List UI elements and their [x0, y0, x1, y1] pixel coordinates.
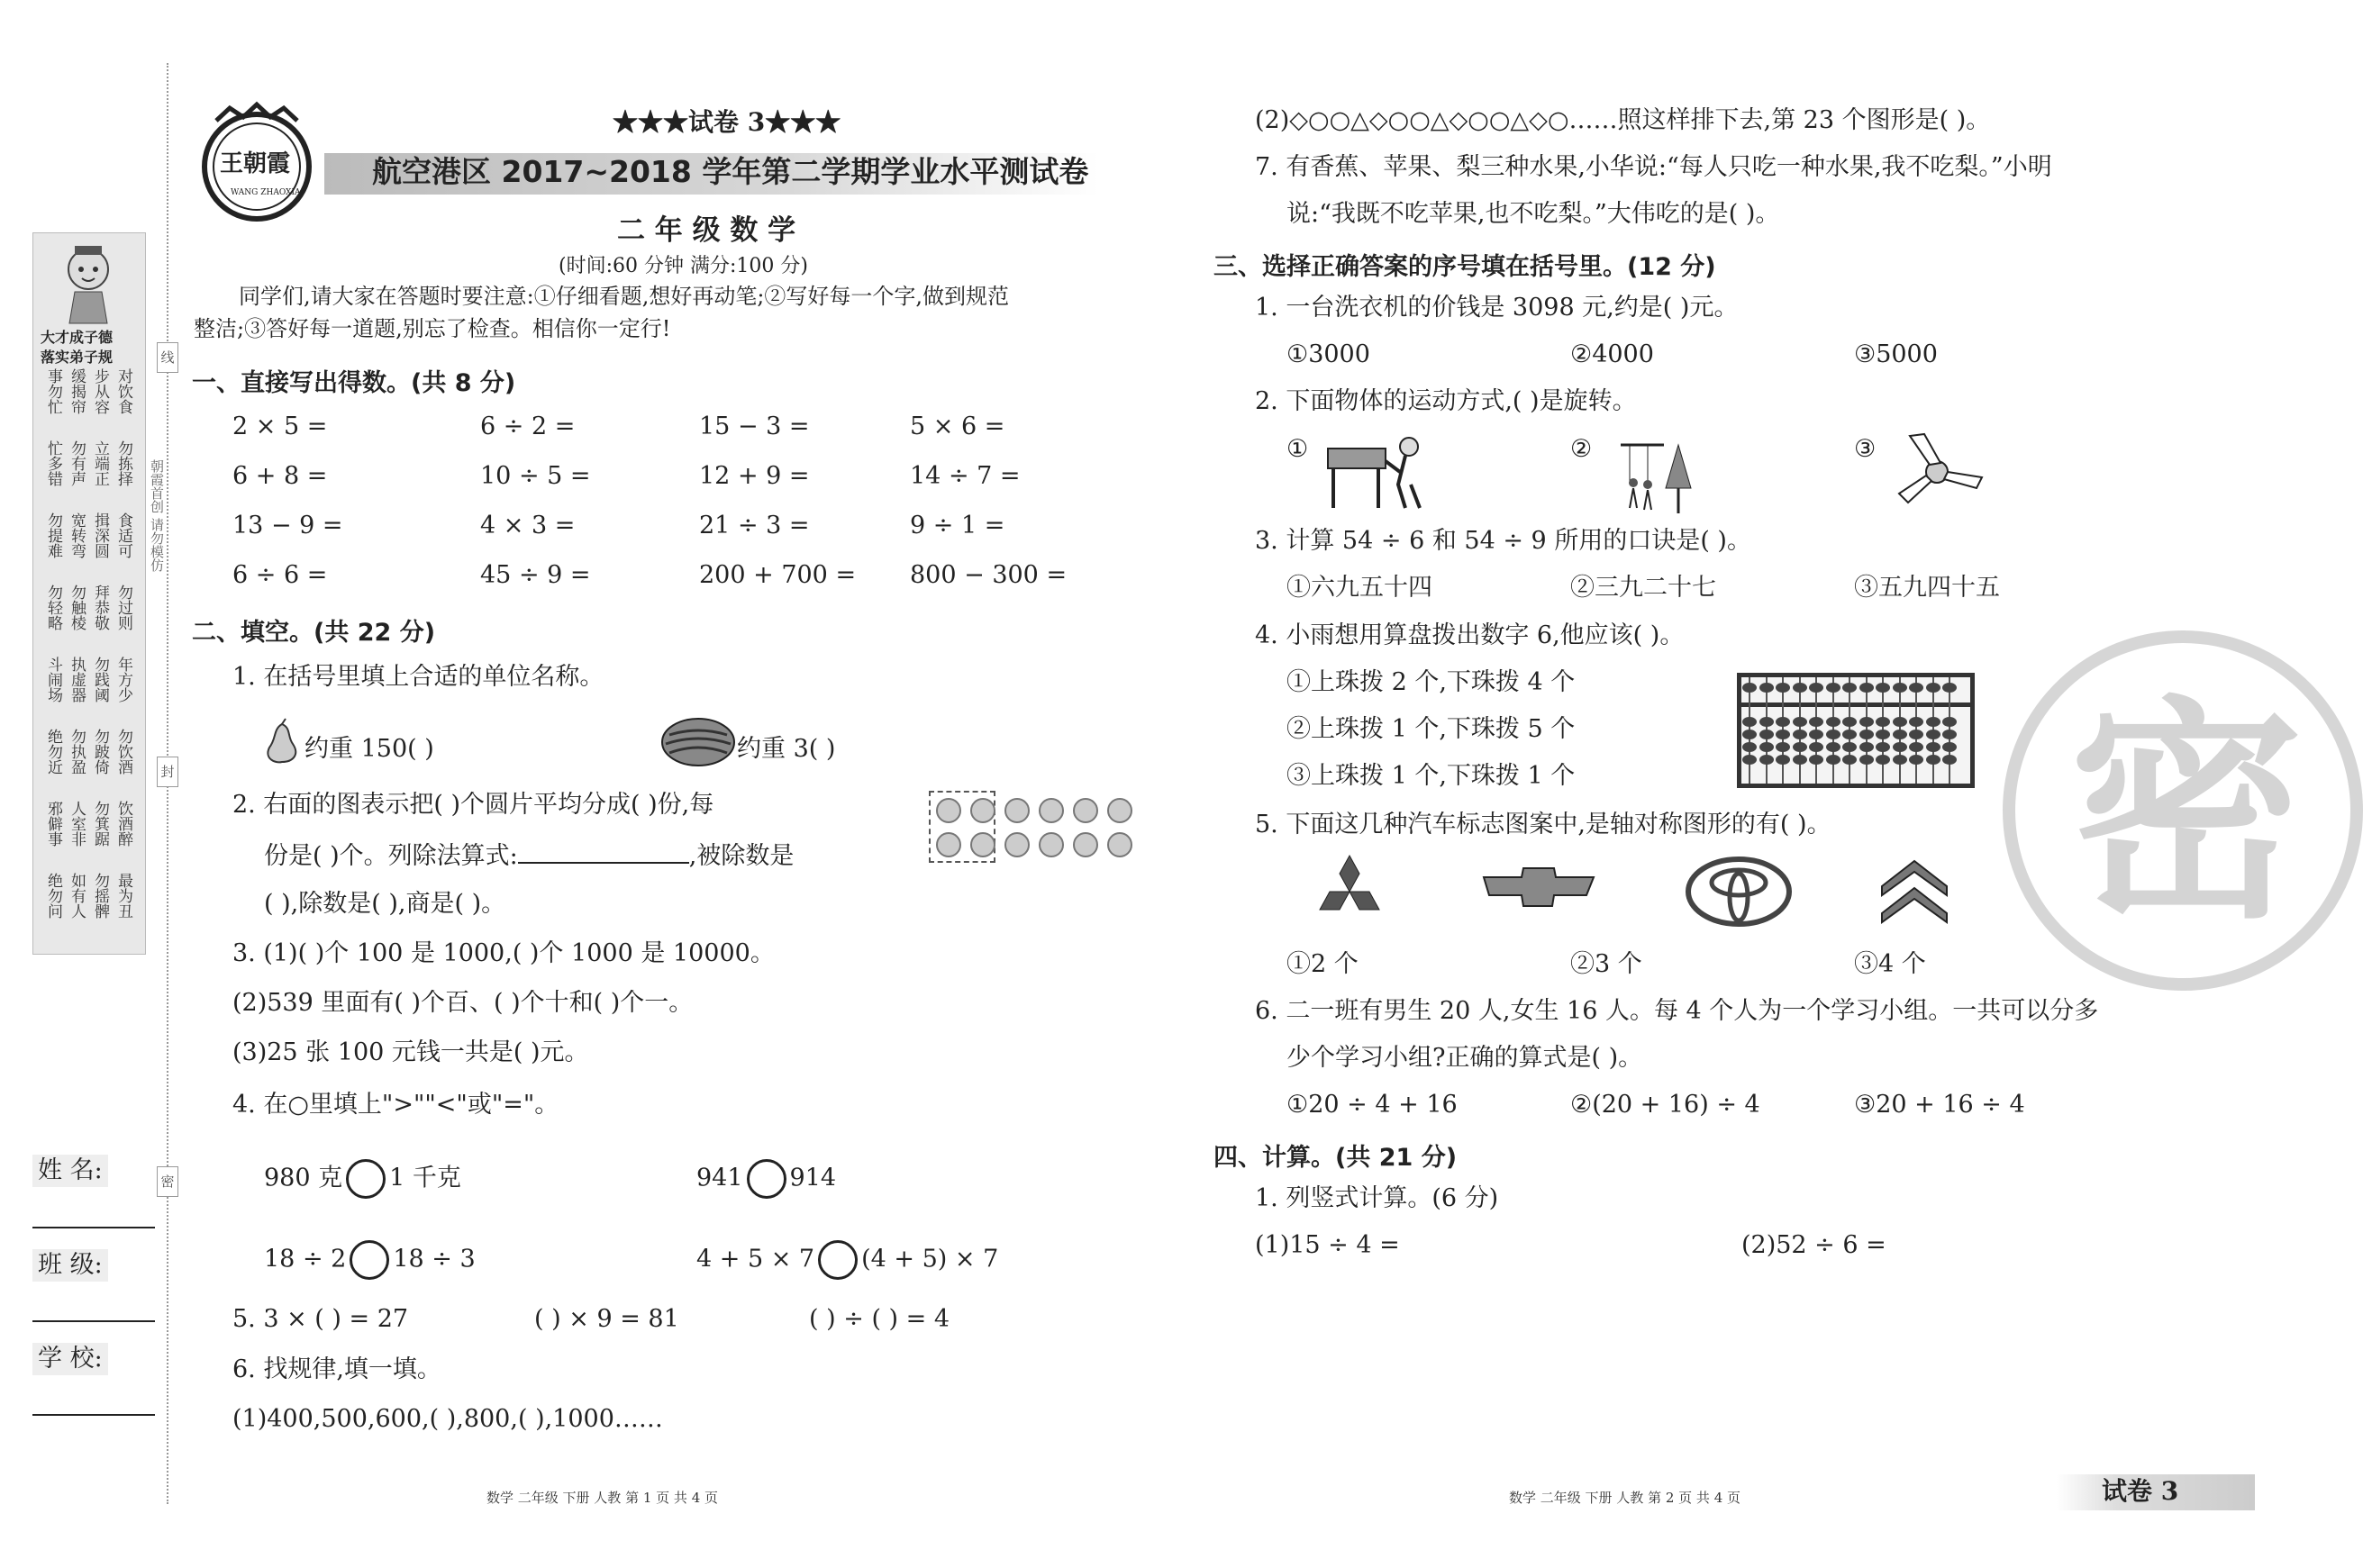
- s3-q5-opt2[interactable]: ②3 个: [1570, 950, 1642, 978]
- footer-right: 数学 二年级 下册 人教 第 2 页 共 4 页: [1509, 1490, 1741, 1506]
- abacus-bead: [1742, 742, 1757, 752]
- abacus-icon: [1737, 673, 1975, 788]
- compare-a-circle[interactable]: [346, 1159, 386, 1199]
- s3-q2-opt3[interactable]: ③: [1854, 435, 1877, 463]
- s3-q1-opt3[interactable]: ③5000: [1854, 340, 1938, 368]
- s3-q2-opt2[interactable]: ②: [1570, 435, 1593, 463]
- abacus-bead: [1776, 742, 1790, 752]
- motto-column: 勿过则: [114, 585, 132, 630]
- abacus-bead: [1926, 755, 1940, 765]
- motto-column: 勿轻略: [44, 585, 62, 630]
- motto-column: 勿拣择: [114, 440, 132, 486]
- calc-item: 13 − 9 =: [232, 512, 343, 539]
- abacus-bead: [1926, 683, 1940, 693]
- abacus-bead: [1842, 683, 1857, 693]
- abacus-bead: [1876, 683, 1890, 693]
- motto-column: 拜恭敬: [91, 585, 109, 630]
- abacus-bead: [1893, 717, 1907, 727]
- abacus-bead: [1893, 730, 1907, 739]
- sidebar-motto-panel: [32, 232, 146, 955]
- motto-column: 揖深圆: [91, 512, 109, 558]
- motto-column: 如有人: [68, 873, 86, 919]
- motto-column: 缓揭帘: [68, 368, 86, 414]
- compare-b-right: 914: [789, 1164, 837, 1192]
- s3-q4-opt3[interactable]: ③上珠拨 1 个,下珠拨 1 个: [1286, 762, 1576, 790]
- motto-column: 食适可: [114, 512, 132, 558]
- compare-c-circle[interactable]: [350, 1240, 389, 1280]
- abacus-bead: [1826, 730, 1840, 739]
- toyota-logo-icon: [1685, 856, 1793, 928]
- cut-mark-mi: 密: [157, 1166, 178, 1197]
- calc-item: 800 − 300 =: [910, 561, 1068, 589]
- calc-item: 10 ÷ 5 =: [480, 462, 591, 490]
- abacus-bead: [1759, 683, 1774, 693]
- abacus-bead: [1909, 717, 1923, 727]
- watermelon-icon: [660, 717, 736, 767]
- abacus-bead: [1742, 683, 1757, 693]
- s2-q5b: ( ) × 9 = 81: [534, 1305, 679, 1333]
- motto-column: 勿执盈: [68, 729, 86, 775]
- abacus-bead: [1793, 717, 1807, 727]
- calc-item: 14 ÷ 7 =: [910, 462, 1021, 490]
- disc: [1039, 798, 1064, 823]
- s2-q1a: 约重 150( ): [304, 735, 434, 763]
- calc-item: 6 + 8 =: [232, 462, 328, 490]
- s3-q3-opt3[interactable]: ③五九四十五: [1854, 574, 2000, 602]
- motto-column: 忙多错: [44, 440, 62, 486]
- s2-q6a: (1)400,500,600,( ),800,( ),1000……: [232, 1405, 663, 1433]
- abacus-bead: [1809, 683, 1823, 693]
- s3-q5-opt1[interactable]: ①2 个: [1286, 950, 1359, 978]
- motto-column: 步从容: [91, 368, 109, 414]
- confidential-seal: [2003, 630, 2363, 991]
- motto-column: 勿饮酒: [114, 729, 132, 775]
- name-label: 姓 名:: [32, 1155, 108, 1187]
- abacus-bead: [1793, 683, 1807, 693]
- abacus-bead: [1942, 730, 1957, 739]
- calc-item: 4 × 3 =: [480, 512, 576, 539]
- abacus-bead: [1842, 755, 1857, 765]
- abacus-bead: [1809, 730, 1823, 739]
- s3-q4: 4. 小雨想用算盘拨出数字 6,他应该( )。: [1255, 621, 1685, 649]
- s3-q4-opt2[interactable]: ②上珠拨 1 个,下珠拨 5 个: [1286, 715, 1576, 743]
- calc-item: 21 ÷ 3 =: [699, 512, 810, 539]
- paper-title: 航空港区 2017~2018 学年第二学期学业水平测试卷: [372, 154, 1089, 189]
- calc-item: 9 ÷ 1 =: [910, 512, 1005, 539]
- motto-column: 人室非: [68, 801, 86, 847]
- disc: [1107, 798, 1132, 823]
- s3-q3-opt1[interactable]: ①六九五十四: [1286, 574, 1432, 602]
- paper-badge: ★★★试卷 3★★★: [613, 107, 841, 137]
- abacus-bead: [1859, 755, 1874, 765]
- abacus-bead: [1909, 742, 1923, 752]
- mitsubishi-logo-icon: [1309, 856, 1390, 928]
- s2-q2a: 2. 右面的图表示把( )个圆片平均分成( )份,每: [232, 791, 714, 819]
- abacus-bead: [1776, 730, 1790, 739]
- s4-q1: 1. 列竖式计算。(6 分): [1255, 1184, 1499, 1212]
- chevrolet-logo-icon: [1480, 865, 1597, 910]
- s2-q1b: 约重 3( ): [737, 735, 836, 763]
- disc: [936, 832, 961, 857]
- sidebar-figure-icon: [59, 242, 118, 323]
- s4-q1b: (2)52 ÷ 6 =: [1741, 1231, 1886, 1259]
- motto-line-1: 大才成子德: [41, 329, 114, 346]
- compare-a-left: 980 克: [264, 1164, 343, 1192]
- compare-c-right: 18 ÷ 3: [393, 1245, 476, 1273]
- compare-a-right: 1 千克: [389, 1164, 461, 1192]
- disc: [970, 798, 995, 823]
- s3-q6-opt1[interactable]: ①20 ÷ 4 + 16: [1286, 1091, 1458, 1119]
- r-q6b: (2)◇○○△◇○○△◇○○△◇○……照这样排下去,第 23 个图形是( )。: [1255, 106, 1991, 134]
- disc: [936, 798, 961, 823]
- abacus-bead: [1776, 755, 1790, 765]
- disc: [1039, 832, 1064, 857]
- motto-column: 年方少: [114, 657, 132, 702]
- abacus-bead: [1826, 717, 1840, 727]
- abacus-bead: [1826, 755, 1840, 765]
- motto-column: 宽转弯: [68, 512, 86, 558]
- disc: [1073, 798, 1098, 823]
- motto-column: 勿摇髀: [91, 873, 109, 919]
- s2-q1: 1. 在括号里填上合适的单位名称。: [232, 663, 604, 691]
- seal-character: 密: [2069, 678, 2304, 950]
- section1-title: 一、直接写出得数。(共 8 分): [192, 369, 516, 397]
- s3-q5-opt3[interactable]: ③4 个: [1854, 950, 1926, 978]
- abacus-bead: [1842, 717, 1857, 727]
- s3-q2: 2. 下面物体的运动方式,( )是旋转。: [1255, 387, 1637, 415]
- motto-column: 邪僻事: [44, 801, 62, 847]
- r-q7b: 说:“我既不吃苹果,也不吃梨。”大伟吃的是( )。: [1286, 200, 1780, 228]
- compare-a: [264, 1159, 461, 1199]
- s3-q2-opt1[interactable]: ①: [1286, 435, 1309, 463]
- abacus-bead: [1942, 755, 1957, 765]
- calc-item: 45 ÷ 9 =: [480, 561, 591, 589]
- abacus-bead: [1926, 742, 1940, 752]
- name-field[interactable]: [32, 1227, 155, 1228]
- compare-d-right: (4 + 5) × 7: [861, 1245, 999, 1273]
- disc: [1073, 832, 1098, 857]
- motto-column: 勿跛倚: [91, 729, 109, 775]
- abacus-bead: [1876, 755, 1890, 765]
- disc: [1004, 798, 1030, 823]
- s2-q2c: ( ),除数是( ),商是( )。: [264, 890, 506, 918]
- intro-line-2: 整洁;③答好每一道题,别忘了检查。相信你一定行!: [194, 316, 671, 341]
- motto-column: 事勿忙: [44, 368, 62, 414]
- s3-q6b: 少个学习小组?正确的算式是( )。: [1286, 1044, 1643, 1072]
- r-q7a: 7. 有香蕉、苹果、梨三种水果,小华说:“每人只吃一种水果,我不吃梨。”小明: [1255, 153, 2052, 181]
- abacus-bead: [1793, 730, 1807, 739]
- abacus-bead: [1742, 730, 1757, 739]
- abacus-bead: [1826, 683, 1840, 693]
- calc-item: 6 ÷ 6 =: [232, 561, 328, 589]
- footer-tag: 试卷 3: [2102, 1476, 2179, 1506]
- abacus-bead: [1893, 742, 1907, 752]
- abacus-bead: [1893, 683, 1907, 693]
- abacus-bead: [1859, 730, 1874, 739]
- desk-push-icon: [1322, 431, 1431, 512]
- compare-d: [696, 1240, 998, 1280]
- motto-column: 勿践阈: [91, 657, 109, 702]
- abacus-bead: [1893, 755, 1907, 765]
- abacus-bead: [1909, 683, 1923, 693]
- section3-title: 三、选择正确答案的序号填在括号里。(12 分): [1213, 253, 1716, 281]
- motto-column: 勿触棱: [68, 585, 86, 630]
- s3-q3: 3. 计算 54 ÷ 6 和 54 ÷ 9 所用的口诀是( )。: [1255, 527, 1751, 555]
- abacus-bead: [1826, 742, 1840, 752]
- abacus-bead: [1926, 717, 1940, 727]
- abacus-bead: [1759, 730, 1774, 739]
- abacus-bead: [1942, 742, 1957, 752]
- intro-line-1: 同学们,请大家在答题时要注意:①仔细看题,想好再动笔;②写好每一个字,做到规范: [239, 284, 1010, 309]
- abacus-bead: [1842, 742, 1857, 752]
- mental-calc-grid: [232, 412, 1133, 611]
- disc: [1107, 832, 1132, 857]
- disc: [1004, 832, 1030, 857]
- motto-line-2: 落实弟子规: [41, 349, 114, 366]
- cut-mark-xian: 线: [157, 342, 178, 373]
- s3-q3-opt2[interactable]: ②三九二十七: [1570, 574, 1716, 602]
- calc-item: 200 + 700 =: [699, 561, 857, 589]
- division-expression-blank[interactable]: [518, 840, 689, 864]
- school-field[interactable]: [32, 1414, 155, 1416]
- abacus-bead: [1909, 730, 1923, 739]
- abacus-bead: [1942, 717, 1957, 727]
- s2-q3a: 3. (1)( )个 100 是 1000,( )个 1000 是 10000。: [232, 939, 775, 967]
- cut-mark-feng: 封: [157, 757, 178, 787]
- motto-column: 执虚器: [68, 657, 86, 702]
- s3-q1-opt1[interactable]: ①3000: [1286, 340, 1370, 368]
- abacus-bead: [1842, 730, 1857, 739]
- s2-q3b: (2)539 里面有( )个百、( )个十和( )个一。: [232, 989, 694, 1017]
- calc-item: 6 ÷ 2 =: [480, 412, 576, 440]
- abacus-bead: [1776, 717, 1790, 727]
- motto-column: 斗闹场: [44, 657, 62, 702]
- abacus-bead: [1809, 755, 1823, 765]
- s3-q1-opt2[interactable]: ②4000: [1570, 340, 1654, 368]
- abacus-bead: [1793, 755, 1807, 765]
- abacus-bead: [1942, 683, 1957, 693]
- s2-q2b-post: ,被除数是: [688, 842, 795, 870]
- compare-b-circle[interactable]: [747, 1159, 786, 1199]
- s3-q4-opt1[interactable]: ①上珠拨 2 个,下珠拨 4 个: [1286, 668, 1576, 696]
- s3-q5: 5. 下面这几种汽车标志图案中,是轴对称图形的有( )。: [1255, 811, 1831, 838]
- motto-column: 立端正: [91, 440, 109, 486]
- abacus-bead: [1859, 717, 1874, 727]
- abacus-beam: [1741, 702, 1970, 707]
- pear-icon: [264, 719, 300, 764]
- motto-columns: [33, 368, 145, 945]
- section4-title: 四、计算。(共 21 分): [1213, 1144, 1458, 1172]
- calc-item: 5 × 6 =: [910, 412, 1005, 440]
- compare-b-left: 941: [696, 1164, 743, 1192]
- s2-q2b-pre: 份是( )个。列除法算式:: [264, 842, 518, 870]
- motto-column: 饮酒醉: [114, 801, 132, 847]
- abacus-bead: [1742, 717, 1757, 727]
- s3-q1: 1. 一台洗衣机的价钱是 3098 元,约是( )元。: [1255, 294, 1739, 322]
- abacus-bead: [1742, 755, 1757, 765]
- brand-logo: [189, 99, 324, 225]
- footer-left: 数学 二年级 下册 人教 第 1 页 共 4 页: [486, 1490, 719, 1506]
- s3-q6a: 6. 二一班有男生 20 人,女生 16 人。每 4 个人为一个学习小组。一共可以分多: [1255, 997, 2099, 1025]
- motto-column: 绝勿近: [44, 729, 62, 775]
- abacus-bead: [1759, 742, 1774, 752]
- section2-title: 二、填空。(共 22 分): [192, 619, 436, 647]
- s2-q5a: 5. 3 × ( ) = 27: [232, 1305, 409, 1333]
- school-label: 学 校:: [32, 1343, 108, 1375]
- abacus-bead: [1859, 742, 1874, 752]
- abacus-bead: [1859, 683, 1874, 693]
- s4-q1a: (1)15 ÷ 4 =: [1255, 1231, 1400, 1259]
- class-field[interactable]: [32, 1320, 155, 1322]
- abacus-bead: [1809, 717, 1823, 727]
- abacus-bead: [1876, 742, 1890, 752]
- compare-d-circle[interactable]: [818, 1240, 858, 1280]
- calc-item: 2 × 5 =: [232, 412, 328, 440]
- s2-q4: 4. 在○里填上">""<"或"="。: [232, 1091, 559, 1119]
- s3-q6-opt3[interactable]: ③20 + 16 ÷ 4: [1854, 1091, 2025, 1119]
- compare-c: [264, 1240, 476, 1280]
- abacus-bead: [1909, 755, 1923, 765]
- disc: [970, 832, 995, 857]
- logo-subtext: WANG ZHAOXIA: [231, 188, 301, 197]
- motto-column: 最为丑: [114, 873, 132, 919]
- compare-d-left: 4 + 5 × 7: [696, 1245, 815, 1273]
- compare-b: [696, 1159, 836, 1199]
- motto-column: 勿有声: [68, 440, 86, 486]
- swing-kids-icon: [1615, 436, 1696, 517]
- motto-column: 勿箕踞: [91, 801, 109, 847]
- vertical-note: 朝霞首创 请勿模仿: [149, 459, 165, 572]
- abacus-bead: [1926, 730, 1940, 739]
- motto-column: 勿提难: [44, 512, 62, 558]
- s2-q3c: (3)25 张 100 元钱一共是( )元。: [232, 1038, 589, 1066]
- s2-q2b: [264, 840, 794, 871]
- s2-q6: 6. 找规律,填一填。: [232, 1355, 441, 1383]
- s2-q5c: ( ) ÷ ( ) = 4: [809, 1305, 950, 1333]
- citroen-logo-icon: [1878, 856, 1950, 928]
- logo-text: 王朝霞: [220, 150, 291, 177]
- abacus-bead: [1759, 717, 1774, 727]
- abacus-bead: [1876, 717, 1890, 727]
- calc-item: 15 − 3 =: [699, 412, 810, 440]
- ceiling-fan-icon: [1890, 431, 1984, 512]
- exam-meta: (时间:60 分钟 满分:100 分): [559, 255, 808, 277]
- abacus-bead: [1876, 730, 1890, 739]
- subject-title: 二 年 级 数 学: [617, 214, 796, 247]
- disc-figure: [929, 791, 1134, 863]
- abacus-bead: [1759, 755, 1774, 765]
- calc-item: 12 + 9 =: [699, 462, 810, 490]
- s3-q6-opt2[interactable]: ②(20 + 16) ÷ 4: [1570, 1091, 1760, 1119]
- compare-c-left: 18 ÷ 2: [264, 1245, 347, 1273]
- abacus-bead: [1793, 742, 1807, 752]
- motto-column: 对饮食: [114, 368, 132, 414]
- abacus-bead: [1776, 683, 1790, 693]
- class-label: 班 级:: [32, 1249, 108, 1282]
- motto-column: 绝勿问: [44, 873, 62, 919]
- abacus-bead: [1809, 742, 1823, 752]
